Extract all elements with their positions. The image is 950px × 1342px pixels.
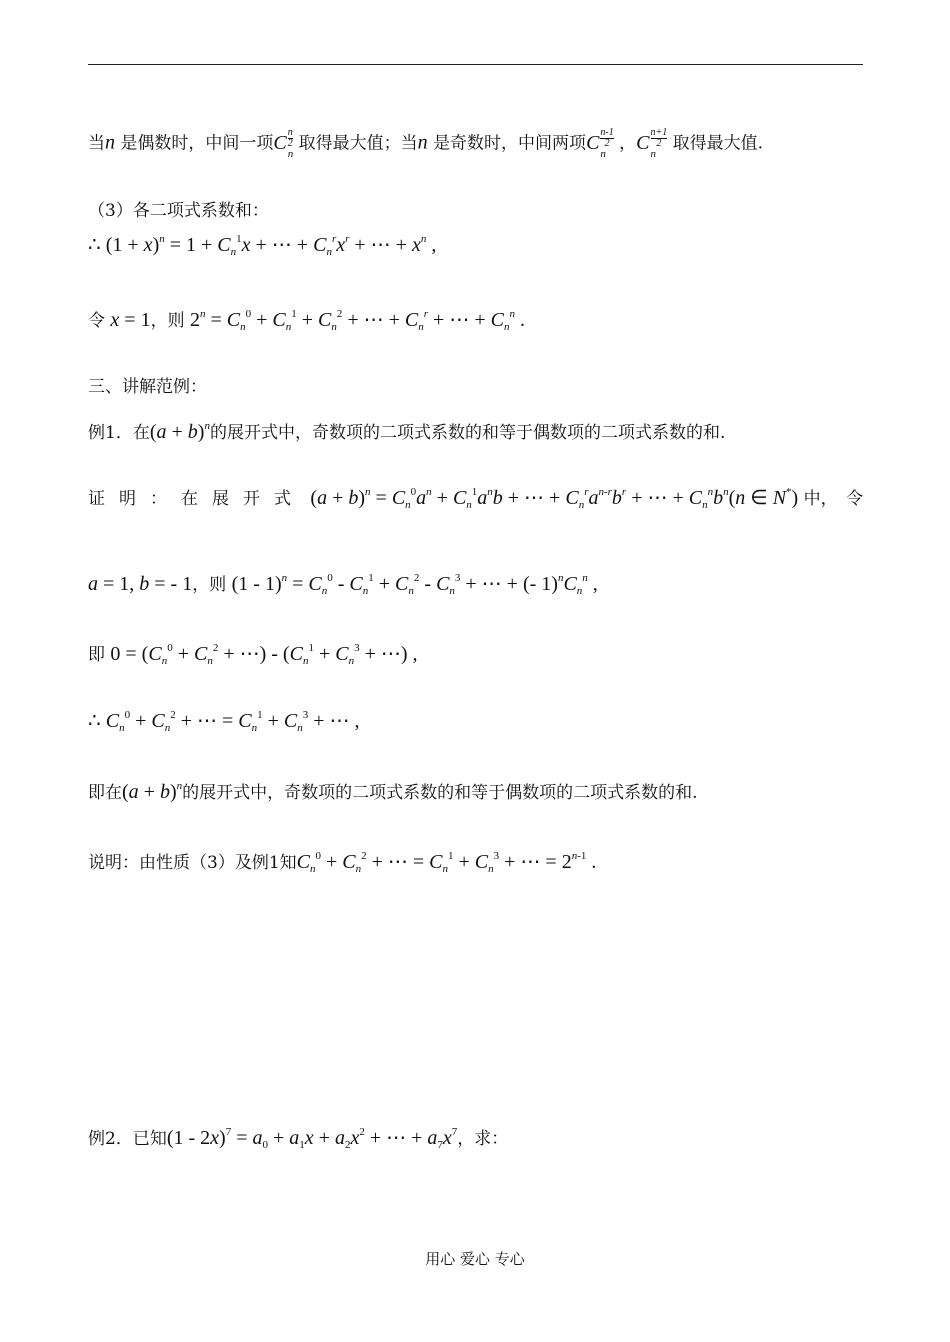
proof-line [88, 484, 863, 510]
text: 例1．在 [88, 423, 150, 443]
text: ，则 [150, 311, 185, 331]
text: 中， [803, 489, 838, 509]
formula-sum-of-coefficients: $2^n = C_n^0 + C_n^1 + C_n^2$ + ⋯ + $C_n^r$ + ⋯ + $C_n^n$ . [189, 308, 525, 333]
header-rule [88, 64, 863, 65]
remark-line [88, 848, 596, 874]
text: 是奇数时，中间两项 [433, 133, 587, 154]
subheading-binomial-sum: （3）各二项式系数和： [88, 201, 269, 221]
formula-half-sum: $C_n^0 + C_n^2$ + ⋯ = $C_n^1 + C_n^3$ + ⋯ = $2^{n-1}$ . [296, 850, 597, 875]
text: 取得最大值. [672, 133, 764, 154]
grouping-line [88, 640, 418, 666]
text: 例2．已知 [88, 1129, 167, 1149]
text: 即 [88, 645, 105, 665]
sum-formula-line: 令 x = 1，则 $2^n = C_n^0 + C_n^1 + C_n^2$ + ⋯ + $C_n^r$ + ⋯ + $C_n^n$ . [88, 308, 525, 333]
example-2-statement [88, 1124, 508, 1150]
example-1-statement: 例1．在$(a + b)^n$的展开式中，奇数项的二项式系数的和等于偶数项的二项式系数的和. [88, 420, 726, 443]
text: 的展开式中，奇数项的二项式系数的和等于偶数项的二项式系数的和. [182, 783, 698, 803]
formula-alternating-sum: $(1 - 1)^n = C_n^0 - C_n^1 + C_n^2 - C_n^3$ + ⋯ + (- $1)^nC_n^n$ , [231, 572, 598, 597]
text: 取得最大值；当 [298, 133, 418, 154]
middle-term-paragraph: 当n 是偶数时，中间一项C $\frac{n}{2}$ n 取得最大值；当n 是奇数时，中间两项C $\frac{n-1}{2}$ n ，C $\frac{n+1}{2}$ n 取得最大值. [88, 127, 764, 160]
formula-middle-term-odd-2: C $\frac{n+1}{2}$ n [636, 127, 668, 160]
substitution-line: a = 1, b = - 1，则 $(1 - 1)^n = C_n^0 - C_n^1 + C_n^2 - C_n^3$ + ⋯ + (- $1)^nC_n^n$ , [88, 572, 598, 597]
text: 即在 [88, 783, 122, 803]
text: 说明：由性质（3）及例1知 [88, 853, 297, 873]
text: 当 [88, 133, 105, 154]
formula-example-2: $(1 - 2x)^7 = a_0 + a_1x + a_2x^2$ + ⋯ + $a_7x^7$ [166, 1126, 458, 1151]
text: 证明：在展开式 [88, 489, 305, 509]
formula-general-expansion: $(a + b)^n = C_n^0a^n + C_n^1a^nb$ + ⋯ + $C_n^ra^{n-r}b^r$ + ⋯ + $C_n^nb^n(n$ ∈ N*) [310, 486, 799, 511]
formula-middle-term-even: C $\frac{n}{2}$ n [273, 127, 294, 160]
formula-binomial-expansion: ∴ $(1 + x)^n = 1 + C_n^1x$ + ⋯ + $C_n^rx^r$ + ⋯ + $x^n$ , [88, 233, 437, 258]
text: 令 [88, 311, 105, 331]
text: 是偶数时，中间一项 [120, 133, 274, 154]
text: ，则 [192, 575, 227, 595]
text: ，求： [457, 1129, 509, 1149]
page-footer: 用心 爱心 专心 [425, 1250, 525, 1268]
text: 令 [846, 489, 863, 509]
formula-middle-term-odd-1: C $\frac{n-1}{2}$ n [586, 127, 614, 160]
section-heading-examples: 三、讲解范例： [88, 377, 207, 397]
formula-equal-sums: ∴ $C_n^0 + C_n^2$ + ⋯ = $C_n^1 + C_n^3$ + ⋯ , [88, 709, 360, 734]
conclusion-line: 即在$(a + b)^n$的展开式中，奇数项的二项式系数的和等于偶数项的二项式系数的和. [88, 780, 698, 803]
text: 的展开式中，奇数项的二项式系数的和等于偶数项的二项式系数的和. [209, 423, 726, 443]
text: ， [619, 133, 637, 154]
formula-grouped: $0 = (C_n^0 + C_n^2$ + ⋯) - ($C_n^1 + C_n^3$ + ⋯) , [110, 642, 418, 667]
